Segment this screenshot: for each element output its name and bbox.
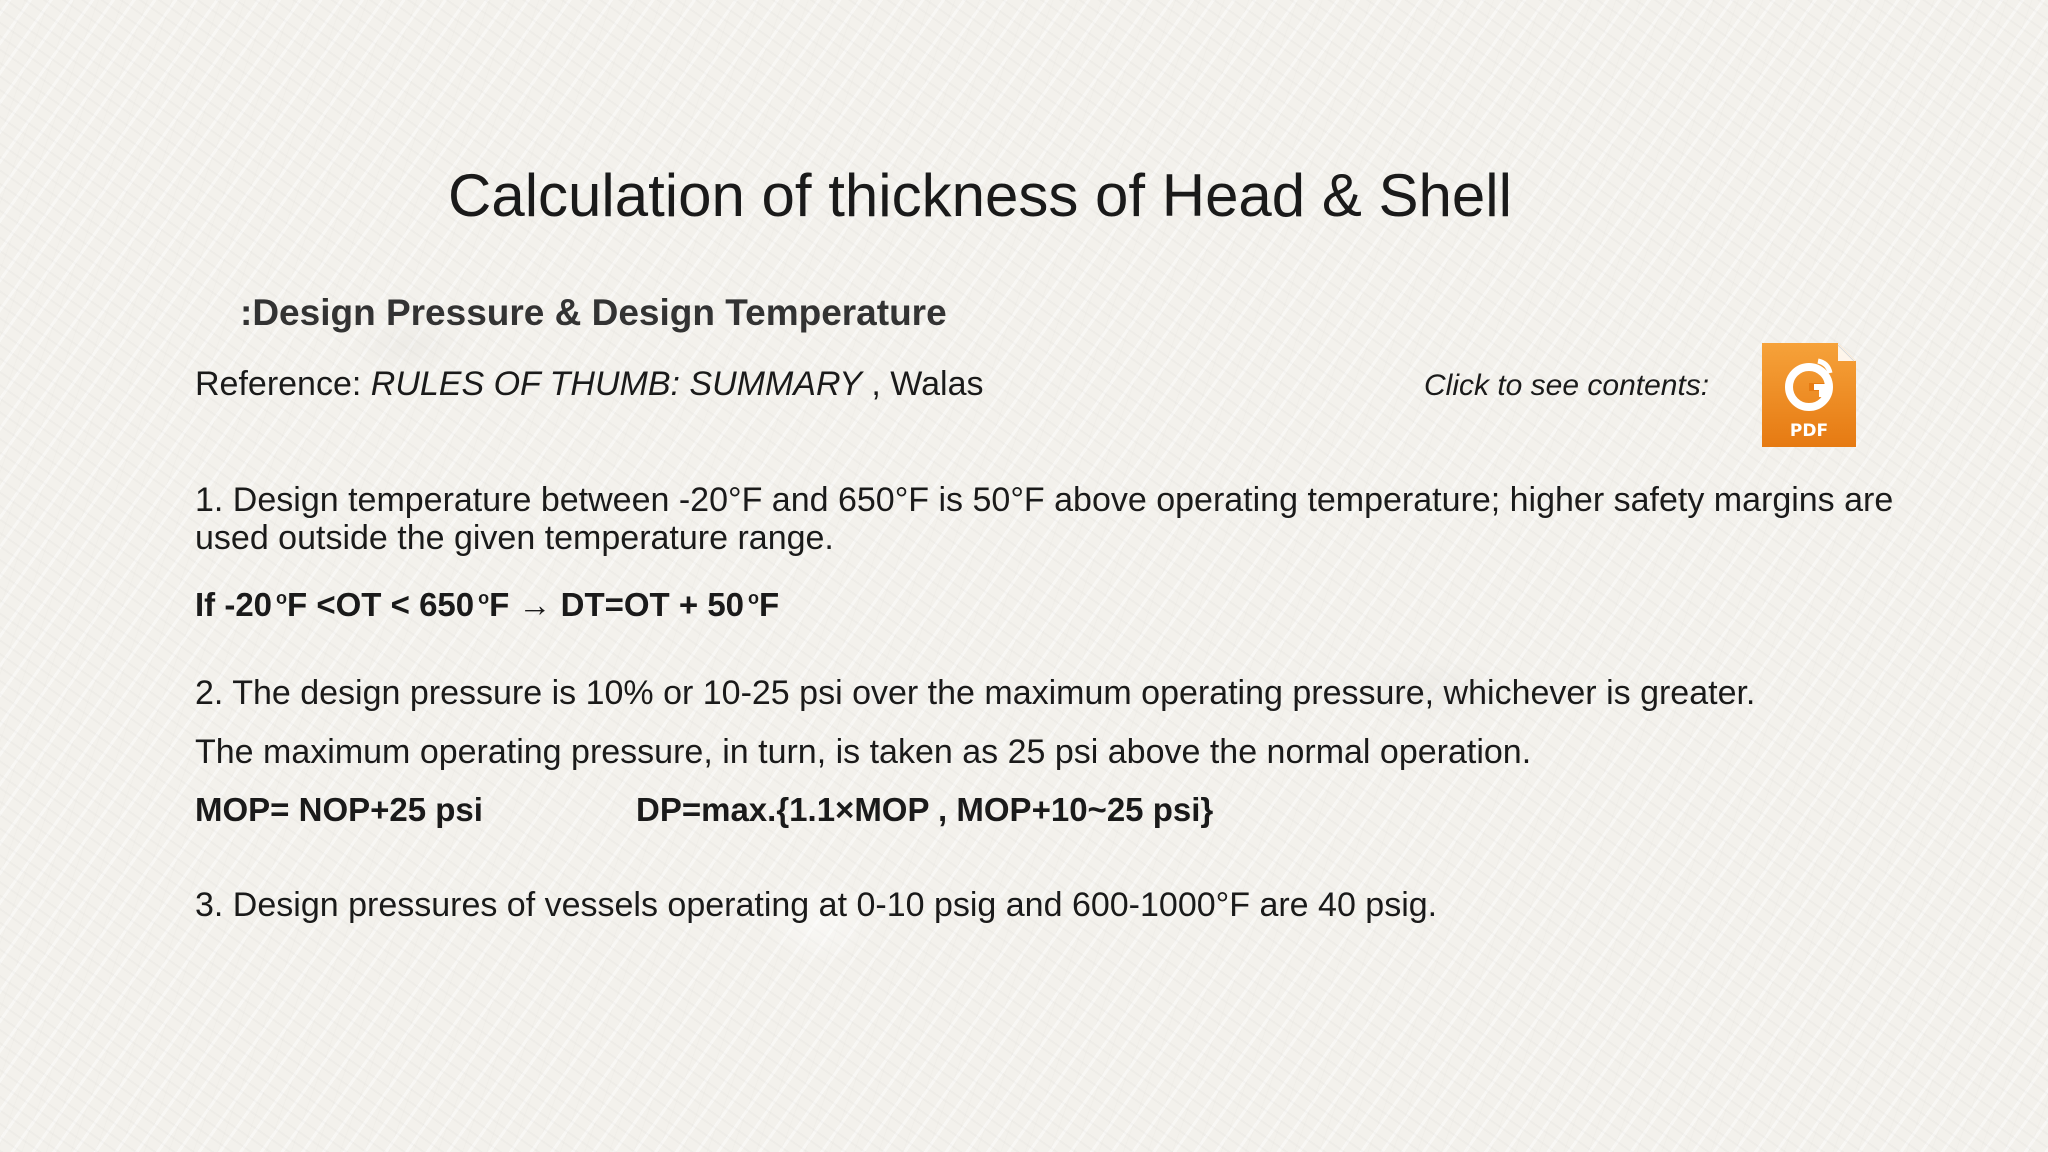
pressure-formulas xyxy=(195,790,1895,830)
formula-part: If -20 xyxy=(195,586,273,623)
formula-part: F → DT=OT + 50 xyxy=(489,586,745,623)
formula-part: F <OT < 650 xyxy=(287,586,475,623)
click-to-see-label: Click to see contents: xyxy=(1424,369,1710,402)
degree-symbol: o xyxy=(276,588,288,608)
design-temperature-rule: 1. Design temperature between -20°F and 650°F is 50°F above operating temperature; higher safety margins are used outside the given temperature range. xyxy=(195,481,1894,557)
formula-part: F xyxy=(759,586,780,623)
reference-line xyxy=(195,362,983,406)
design-pressure-rule: 2. The design pressure is 10% or 10-25 psi over the maximum operating pressure, whichever is greater. xyxy=(195,674,1756,712)
degree-symbol: o xyxy=(748,588,760,608)
mop-formula: MOP= NOP+25 psi xyxy=(195,791,483,828)
slide-title: Calculation of thickness of Head & Shell xyxy=(448,162,1512,229)
reference-prefix: Reference: xyxy=(195,365,371,403)
dp-formula: DP=max.{1.1×MOP , MOP+10~25 psi} xyxy=(636,791,1214,828)
design-temperature-formula xyxy=(195,578,1895,625)
slide-subtitle: :Design Pressure & Design Temperature xyxy=(240,292,947,333)
reference-author: , Walas xyxy=(861,365,984,403)
pdf-icon-graphic xyxy=(1762,343,1856,447)
degree-symbol: o xyxy=(478,588,490,608)
max-operating-pressure-rule: The maximum operating pressure, in turn, is taken as 25 psi above the normal operation. xyxy=(195,733,1532,771)
pdf-icon-text: PDF xyxy=(1789,421,1829,441)
pdf-file-icon[interactable] xyxy=(1762,343,1856,447)
reference-book-title: RULES OF THUMB: SUMMARY xyxy=(370,365,862,403)
vacuum-vessel-rule: 3. Design pressures of vessels operating at 0-10 psig and 600-1000°F are 40 psig. xyxy=(195,886,1438,924)
